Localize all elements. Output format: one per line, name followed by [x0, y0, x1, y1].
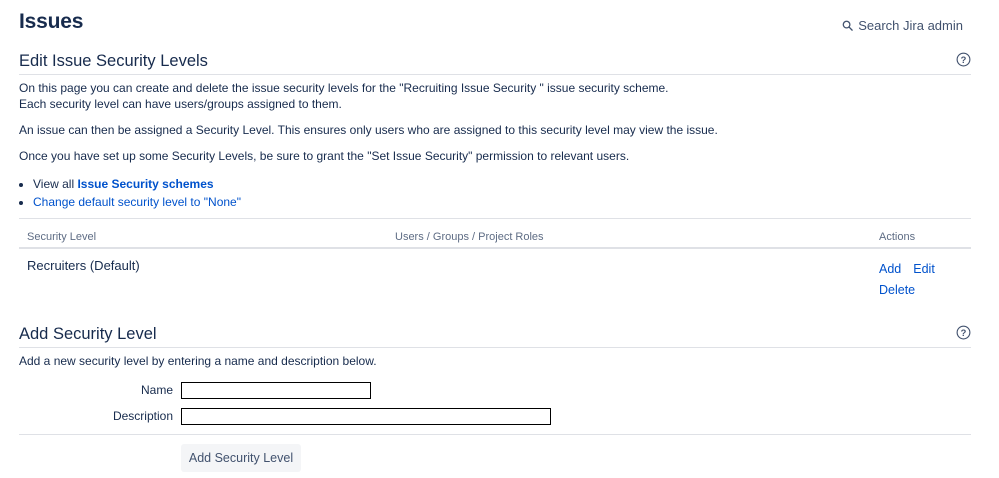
link-list — [19, 175, 241, 211]
search-icon — [842, 20, 853, 31]
edit-section-header — [19, 51, 971, 75]
table-row — [19, 249, 971, 307]
security-level-name: Recruiters (Default) — [27, 258, 140, 273]
permission-info: Once you have set up some Security Levels, be sure to grant the "Set Issue Security" permission to relevant users. — [19, 149, 630, 163]
header-users-groups-roles: Users / Groups / Project Roles — [395, 231, 544, 243]
add-section-header — [19, 324, 971, 348]
description-input[interactable] — [181, 408, 551, 425]
search-label: Search Jira admin — [858, 18, 963, 33]
edit-action-link[interactable]: Edit — [913, 262, 935, 276]
list-item: • View all Issue Security schemes — [33, 175, 241, 193]
page-title: Issues — [19, 10, 84, 33]
intro-line-1: On this page you can create and delete the issue security levels for the "Recruiting Issue Security " issue security scheme. — [19, 81, 669, 95]
search-jira-admin[interactable] — [842, 18, 963, 33]
name-label: Name — [140, 383, 173, 397]
edit-section-title: Edit Issue Security Levels — [19, 52, 208, 70]
table-header — [19, 218, 971, 249]
svg-text:?: ? — [960, 54, 967, 65]
header-security-level: Security Level — [27, 231, 97, 243]
delete-action-link[interactable]: Delete — [879, 283, 916, 297]
form-divider — [19, 434, 971, 435]
add-security-level-button[interactable]: Add Security Level — [181, 444, 301, 472]
help-icon[interactable] — [956, 325, 971, 340]
issue-security-schemes-link[interactable]: Issue Security schemes — [77, 177, 214, 191]
list-item — [33, 193, 241, 211]
description-label: Description — [112, 409, 173, 423]
add-section-description: Add a new security level by entering a name and description below. — [19, 354, 377, 368]
security-levels-table — [19, 218, 971, 307]
add-section-title: Add Security Level — [19, 325, 157, 343]
row-actions — [879, 259, 947, 301]
intro-line-2: Each security level can have users/groups assigned to them. — [19, 97, 342, 111]
header-actions: Actions — [879, 231, 916, 243]
name-input[interactable] — [181, 382, 371, 399]
change-default-level-link[interactable]: Change default security level to "None" — [33, 195, 241, 209]
add-action-link[interactable]: Add — [879, 262, 902, 276]
svg-text:?: ? — [960, 327, 967, 338]
security-level-info: An issue can then be assigned a Security Level. This ensures only users who are assigned to this security level may view the issue. — [19, 123, 718, 137]
help-icon[interactable] — [956, 52, 971, 67]
